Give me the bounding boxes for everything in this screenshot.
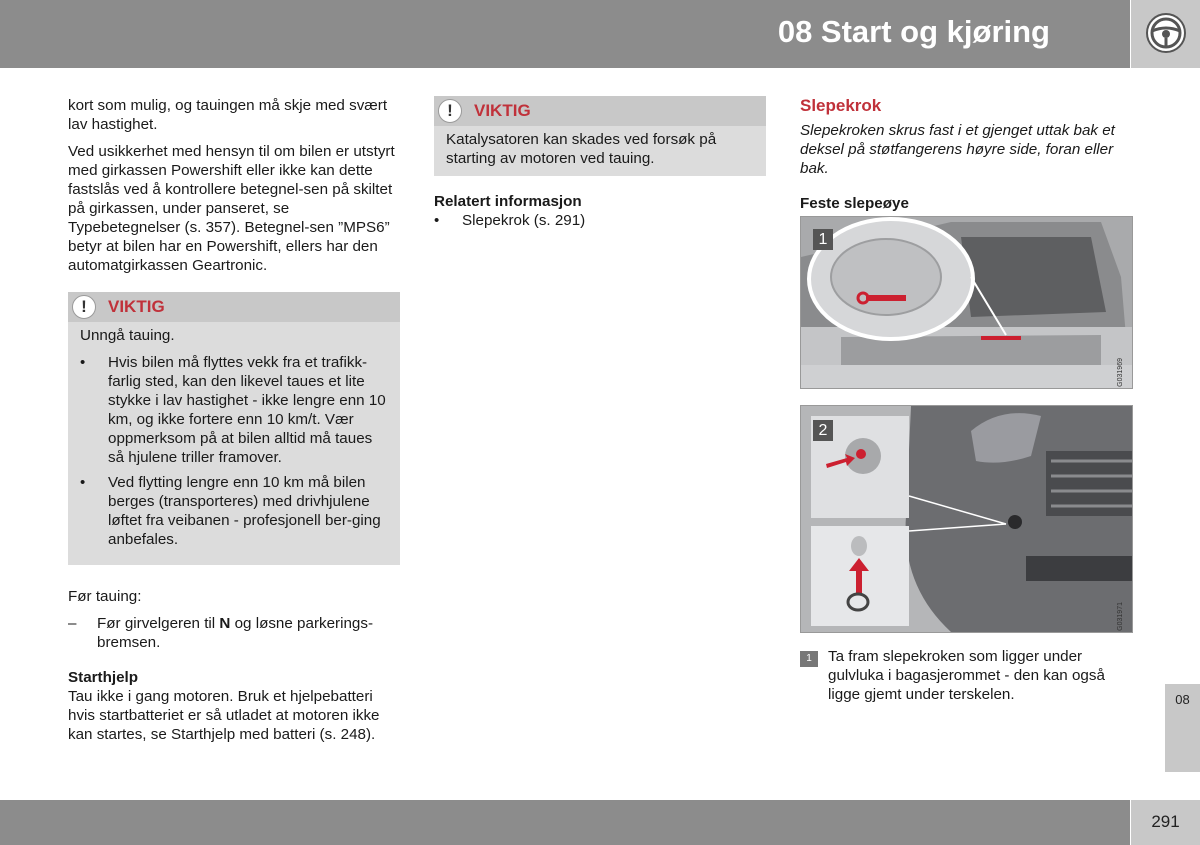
page-number-box [1131,800,1200,845]
intro-text: Slepekroken skrus fast i et gjenget uttak bak et deksel på støtfangerens høyre side, foran eller bak. [800,122,1115,177]
paragraph: Tau ikke i gang motoren. Bruk et hjelpebatteri hvis startbatteriet er så utladet at motoren ikke kan startes, se Starthjelp med batteri (s. 248). [68,688,380,743]
exclamation-icon: ! [72,295,96,319]
step-item [800,647,1134,704]
figure-trunk [800,216,1133,389]
figure-code: G031971 [1117,602,1124,631]
chapter-title: 08 Start og kjøring [777,14,1050,49]
list-item: • Ved flytting lengre enn 10 km må bilen berges (transporteres) med drivhjulene løftet fra veibanen - profesjonell ber-ging anbefales. [80,473,388,549]
chapter-side-tab [1165,684,1200,772]
step-badge: 1 [800,651,818,667]
dash-text-pre: Før girvelgeren til [97,615,220,632]
warning-title: VIKTIG [108,297,165,316]
column-left [68,96,400,752]
step-text: Ta fram slepekroken som ligger under gulvluka i bagasjerommet - den kan også ligge gjemt under terskelen. [828,648,1105,703]
list-item [68,614,400,652]
warning-intro: Unngå tauing. [80,327,175,344]
related-list [434,211,766,230]
page-footer [0,800,1130,845]
figure-number: 2 [813,420,833,441]
warning-text: Katalysatoren kan skades ved forsøk på starting av motoren ved tauing. [446,131,717,167]
warning-body [68,322,400,565]
warning-header [434,96,766,126]
figure-number: 1 [813,229,833,250]
steering-wheel-icon [1145,12,1187,54]
section-title: Slepekrok [800,96,882,115]
list-item: • Hvis bilen må flyttes vekk fra et trafikk-farlig sted, kan den likevel taues et lite stykke i lav hastighet - ikke lengre enn 10 km, og ikke fortere enn 10 km/t. Vær oppmerksom på at bilen alltid må taues så hjulene triller framover. [80,353,388,467]
paragraph: Før tauing: [68,588,142,605]
page-number: 291 [1151,812,1180,831]
paragraph: kort som mulig, og tauingen må skje med svært lav hastighet. [68,97,388,133]
dash-marker: – [68,615,77,632]
trunk-illustration [801,217,1132,388]
dash-text-post: og løsne parkerings-bremsen. [97,615,374,651]
warning-title: VIKTIG [474,101,531,120]
section-heading: Relatert informasjon [434,193,582,210]
related-link[interactable]: • Slepekrok (s. 291) [434,211,766,230]
section-heading: Feste slepeøye [800,195,909,212]
warning-body [434,126,766,176]
page-header [0,0,1130,68]
paragraph: Ved usikkerhet med hensyn til om bilen er utstyrt med girkassen Powershift eller ikke kan dette fastslås ved å kontrollere betegnel-sen på skiltet på girkassen, under panseret, se Typebetegnelser (s. 357). Betegnel-sen ”MPS6” betyr at bilen har en Powershift, ellers har den automatgirkassen Geartronic. [68,143,395,274]
warning-header [68,292,400,322]
gear-letter: N [219,615,231,632]
warning-box [434,96,766,176]
side-tab-label: 08 [1175,692,1190,707]
figure-code: G031969 [1117,358,1124,387]
exclamation-icon: ! [438,99,462,123]
section-heading: Starthjelp [68,669,139,686]
warning-list [80,353,388,549]
column-middle [434,96,766,236]
warning-box [68,292,400,565]
bumper-illustration [801,406,1132,632]
figure-bumper [800,405,1133,633]
chapter-icon-box [1131,0,1200,68]
column-right [800,96,1134,704]
